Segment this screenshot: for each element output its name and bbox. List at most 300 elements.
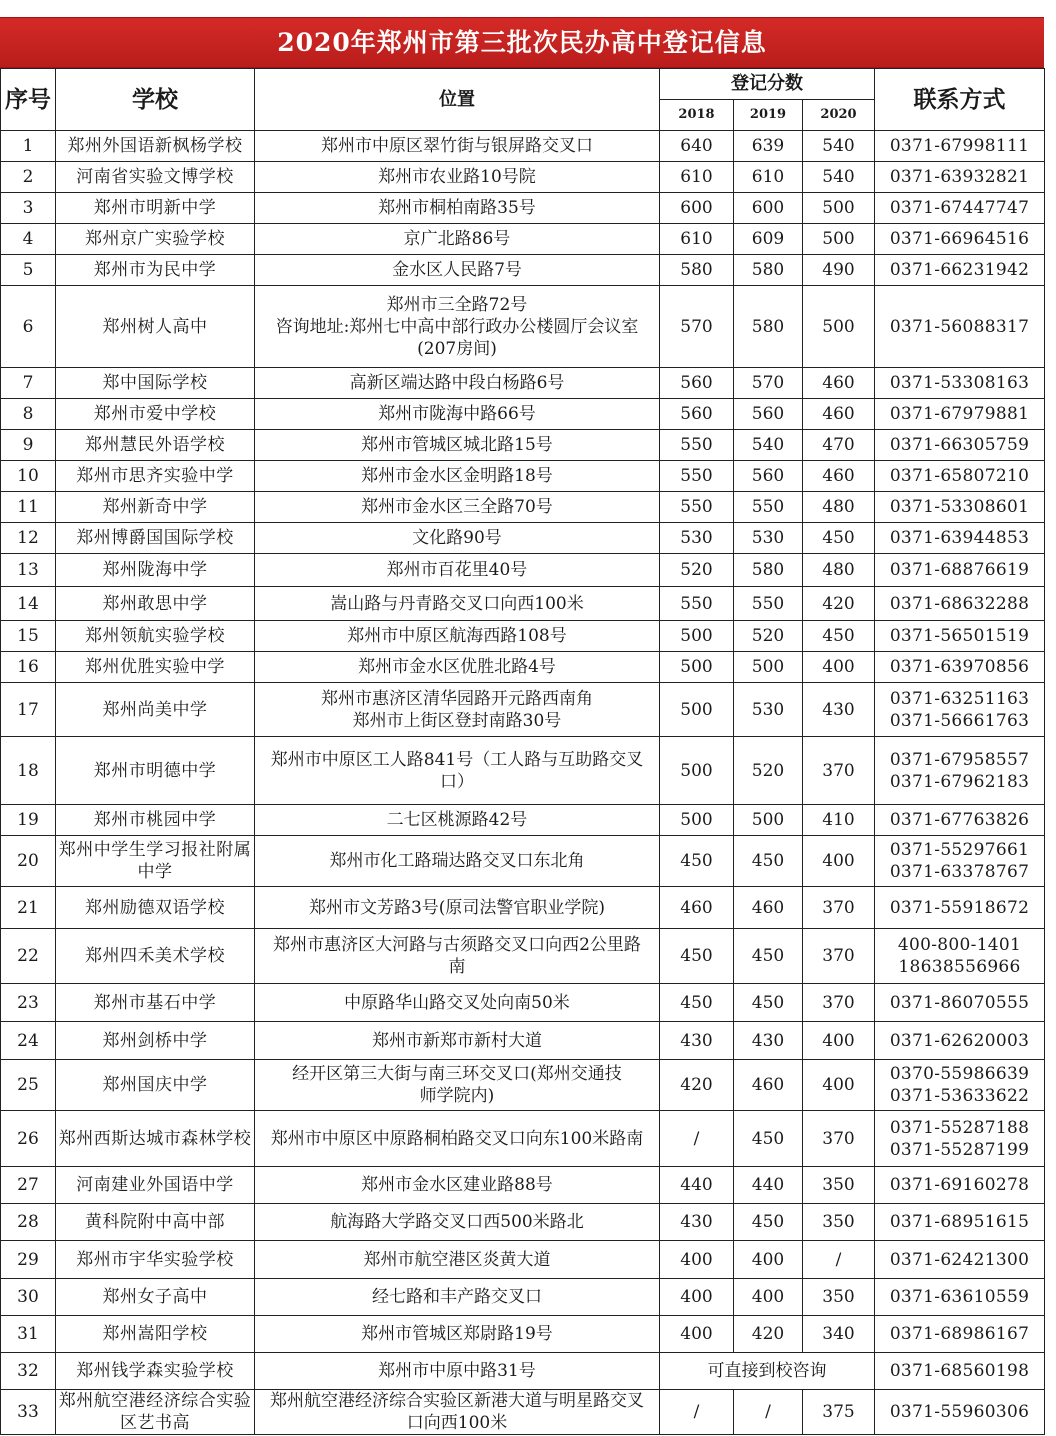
table-row [1,1022,1045,1060]
row-score-2020: / [803,1241,875,1279]
row-score-2018: 450 [660,984,734,1022]
phone-number: 0371-67979881 [889,404,1030,424]
row-contact [875,683,1045,737]
row-location [255,1022,660,1060]
row-school: 郑州西斯达城市森林学校 [56,1111,255,1167]
location-line: 口向西100米 [406,1413,508,1433]
row-location [255,1316,660,1353]
row-score-2018: 610 [660,224,734,255]
row-seq: 32 [1,1353,56,1390]
row-score-2018: / [660,1390,734,1435]
row-score-2020: 420 [803,587,875,621]
location-line: 郑州市农业路10号院 [378,167,536,187]
row-location [255,929,660,984]
row-score-2020: 410 [803,805,875,836]
row-score-2018: 640 [660,131,734,162]
row-score-2019: 530 [734,523,803,554]
location-line: 郑州市中原区航海西路108号 [347,626,567,646]
row-score-2019: 560 [734,399,803,430]
row-school: 郑州敢思中学 [56,587,255,621]
phone-number: 0371-68560198 [889,1361,1030,1381]
location-line: 郑州市惠济区大河路与古须路交叉口向西2公里路 [273,935,641,955]
row-score-2020: 460 [803,399,875,430]
row-score-2019: 400 [734,1241,803,1279]
table-row [1,836,1045,887]
row-contact [875,461,1045,492]
location-line: 口） [440,771,474,792]
row-score-2019: 460 [734,1060,803,1111]
phone-number: 0371-56661763 [889,710,1030,731]
phone-number: 0371-63251163 [889,688,1030,709]
row-score-2020: 450 [803,523,875,554]
row-contact [875,1111,1045,1167]
row-school: 郑州市为民中学 [56,255,255,286]
phone-number: 0371-67447747 [889,198,1030,218]
row-score-2018: 550 [660,461,734,492]
phone-number: 0371-67962183 [889,771,1030,792]
location-line: 郑州市管城区城北路15号 [361,435,553,455]
phone-number: 0371-68986167 [889,1324,1030,1344]
row-score-2018: 560 [660,399,734,430]
row-seq: 16 [1,652,56,683]
row-score-2019: 580 [734,286,803,368]
row-contact [875,193,1045,224]
row-school: 郑州航空港经济综合实验区艺书高 [56,1390,255,1435]
row-score-2018: 430 [660,1022,734,1060]
row-score-2019: 500 [734,805,803,836]
row-school: 郑州励德双语学校 [56,887,255,929]
location-line: 师学院内) [419,1086,495,1106]
row-seq: 3 [1,193,56,224]
row-score-2019: 500 [734,652,803,683]
row-score-2020: 500 [803,286,875,368]
row-seq: 5 [1,255,56,286]
row-seq: 2 [1,162,56,193]
header-scores: 登记分数 [660,69,875,100]
location-line: 咨询地址:郑州七中高中部行政办公楼圆厅会议室 [275,316,639,337]
row-score-2018: 520 [660,554,734,587]
row-score-2018: 550 [660,492,734,523]
row-score-2019: 520 [734,737,803,805]
row-score-2018: 550 [660,587,734,621]
row-contact [875,621,1045,652]
row-location [255,286,660,368]
phone-number: 0371-63932821 [889,167,1030,187]
row-location [255,368,660,399]
registration-table [0,68,1045,1435]
location-line: 郑州市文芳路3号(原司法警官职业学院) [308,897,606,918]
table-row [1,652,1045,683]
row-location [255,162,660,193]
row-location [255,1060,660,1111]
row-score-2018: 580 [660,255,734,286]
row-school: 郑州尚美中学 [56,683,255,737]
row-seq: 30 [1,1279,56,1316]
row-school: 郑州中学生学习报社附属中学 [56,836,255,887]
row-school: 郑州树人高中 [56,286,255,368]
row-score-2018: 500 [660,805,734,836]
phone-number: 0371-53308163 [889,373,1030,393]
row-location [255,193,660,224]
row-contact [875,554,1045,587]
row-school: 河南省实验文博学校 [56,162,255,193]
row-seq: 33 [1,1390,56,1435]
row-score-2018: 500 [660,683,734,737]
phone-number: 400-800-1401 [897,935,1022,955]
row-seq: 6 [1,286,56,368]
row-score-2020: 470 [803,430,875,461]
location-line: 郑州市惠济区清华园路开元路西南角 [321,688,593,709]
table-row [1,224,1045,255]
row-seq: 9 [1,430,56,461]
table-row [1,929,1045,984]
row-location [255,131,660,162]
row-school: 郑州女子高中 [56,1279,255,1316]
table-row [1,554,1045,587]
row-score-2020: 400 [803,1060,875,1111]
row-contact [875,1022,1045,1060]
row-score-2019: 450 [734,836,803,887]
phone-number: 0371-55287188 [889,1117,1030,1138]
row-school: 郑州博爵国国际学校 [56,523,255,554]
header-seq: 序号 [1,69,56,131]
row-contact [875,131,1045,162]
row-school: 郑州市宇华实验学校 [56,1241,255,1279]
row-school: 郑州市明德中学 [56,737,255,805]
row-location [255,1111,660,1167]
row-contact [875,286,1045,368]
location-line: 郑州航空港经济综合实验区新港大道与明星路交叉 [270,1391,644,1411]
row-score-2018: 430 [660,1204,734,1241]
row-score-2018: 550 [660,430,734,461]
row-score-2018: 560 [660,368,734,399]
row-seq: 28 [1,1204,56,1241]
row-contact [875,523,1045,554]
phone-number: 0371-56088317 [889,316,1030,337]
row-score-2019: 400 [734,1279,803,1316]
table-row [1,461,1045,492]
row-contact [875,1167,1045,1204]
row-score-2019: / [734,1390,803,1435]
row-seq: 13 [1,554,56,587]
table-row [1,430,1045,461]
row-school: 郑州国庆中学 [56,1060,255,1111]
table-row [1,805,1045,836]
phone-number: 0371-62620003 [889,1030,1030,1051]
row-score-2020: 460 [803,461,875,492]
row-location [255,887,660,929]
location-line: 京广北路86号 [403,229,511,249]
row-contact [875,1279,1045,1316]
location-line: 经七路和丰产路交叉口 [372,1287,542,1307]
location-line: 郑州市陇海中路66号 [378,404,536,424]
row-score-2019: 450 [734,1204,803,1241]
phone-number: 0371-55287199 [889,1139,1030,1160]
phone-number: 0371-62421300 [889,1249,1030,1270]
table-row [1,399,1045,430]
row-score-2020: 400 [803,652,875,683]
row-score-2018: 400 [660,1316,734,1353]
row-score-2018: / [660,1111,734,1167]
row-score-2018: 420 [660,1060,734,1111]
row-score-2020: 400 [803,1022,875,1060]
row-location [255,836,660,887]
header-school: 学校 [56,69,255,131]
row-score-2019: 600 [734,193,803,224]
row-location [255,1353,660,1390]
phone-number: 0371-55960306 [889,1402,1030,1422]
row-score-2019: 520 [734,621,803,652]
row-score-2019: 639 [734,131,803,162]
row-score-2018: 500 [660,652,734,683]
row-seq: 25 [1,1060,56,1111]
row-seq: 7 [1,368,56,399]
row-score-2020: 450 [803,621,875,652]
phone-number: 0371-53633622 [889,1086,1030,1106]
row-location [255,683,660,737]
row-score-2020: 480 [803,554,875,587]
row-score-2020: 370 [803,887,875,929]
row-score-2020: 500 [803,224,875,255]
row-score-2019: 450 [734,929,803,984]
row-contact [875,929,1045,984]
table-row [1,683,1045,737]
row-seq: 4 [1,224,56,255]
table-title: 2020年郑州市第三批次民办高中登记信息 [0,17,1044,68]
location-line: 郑州市金水区三全路70号 [361,497,553,517]
row-score-2019: 570 [734,368,803,399]
location-line: 金水区人民路7号 [392,260,522,280]
row-location [255,805,660,836]
row-contact [875,805,1045,836]
row-score-2018: 450 [660,929,734,984]
row-score-2020: 490 [803,255,875,286]
table-row [1,1316,1045,1353]
table-row [1,286,1045,368]
phone-number: 0371-63944853 [889,528,1030,548]
table-row [1,621,1045,652]
row-seq: 24 [1,1022,56,1060]
row-location [255,984,660,1022]
row-location [255,1167,660,1204]
row-score-2020: 370 [803,737,875,805]
row-score-2020: 370 [803,984,875,1022]
row-seq: 17 [1,683,56,737]
row-contact [875,1316,1045,1353]
phone-number: 0371-55918672 [889,897,1030,918]
row-contact [875,587,1045,621]
row-school: 郑州剑桥中学 [56,1022,255,1060]
row-seq: 1 [1,131,56,162]
row-location [255,430,660,461]
location-line: 郑州市中原区工人路841号（工人路与互助路交叉 [270,749,644,770]
row-score-2019: 540 [734,430,803,461]
row-seq: 10 [1,461,56,492]
row-location [255,1241,660,1279]
phone-number: 0371-68951615 [889,1212,1030,1232]
location-line: 郑州市中原中路31号 [378,1361,536,1381]
row-score-2019: 550 [734,587,803,621]
table-row [1,1241,1045,1279]
row-contact [875,255,1045,286]
row-seq: 12 [1,523,56,554]
table-row [1,1353,1045,1390]
location-line: 郑州市金水区优胜北路4号 [358,657,556,677]
row-contact [875,430,1045,461]
location-line: 郑州市百花里40号 [386,560,528,580]
row-score-2019: 460 [734,887,803,929]
row-school: 郑州领航实验学校 [56,621,255,652]
row-seq: 8 [1,399,56,430]
row-score-2020: 370 [803,1111,875,1167]
row-contact [875,887,1045,929]
table-row [1,1167,1045,1204]
row-score-2019: 420 [734,1316,803,1353]
row-seq: 26 [1,1111,56,1167]
row-seq: 21 [1,887,56,929]
row-school: 郑州市思齐实验中学 [56,461,255,492]
location-line: 文化路90号 [412,528,502,548]
row-school: 郑州新奇中学 [56,492,255,523]
header-year-2020: 2020 [803,100,875,131]
row-score-2019: 560 [734,461,803,492]
table-row [1,1060,1045,1111]
row-location [255,1279,660,1316]
row-school: 郑州钱学森实验学校 [56,1353,255,1390]
row-score-2020: 370 [803,929,875,984]
header-year-2019: 2019 [734,100,803,131]
location-line: 郑州市中原区中原路桐柏路交叉口向东100米路南 [270,1128,644,1149]
table-body [1,131,1045,1435]
location-line: 郑州市上街区登封南路30号 [352,710,562,731]
phone-number: 0371-56501519 [889,626,1030,646]
row-school: 郑州市桃园中学 [56,805,255,836]
location-line: 郑州市中原区翠竹街与银屏路交叉口 [321,136,593,156]
table-row [1,984,1045,1022]
table-row [1,587,1045,621]
row-score-2018: 400 [660,1241,734,1279]
row-location [255,255,660,286]
row-score-2020: 460 [803,368,875,399]
row-score-2020: 350 [803,1204,875,1241]
phone-number: 0371-68632288 [889,593,1030,614]
row-score-2018: 600 [660,193,734,224]
table-row [1,368,1045,399]
phone-number: 0371-66305759 [889,435,1030,455]
row-score-2020: 430 [803,683,875,737]
row-score-2018: 500 [660,737,734,805]
row-seq: 18 [1,737,56,805]
row-school: 郑州市爱中学校 [56,399,255,430]
row-school: 郑州市明新中学 [56,193,255,224]
phone-number: 0371-63970856 [889,657,1030,677]
table-row [1,492,1045,523]
phone-number: 0371-68876619 [889,560,1030,580]
location-line: 嵩山路与丹青路交叉口向西100米 [330,593,584,614]
table-row [1,1204,1045,1241]
location-line: 郑州市金水区建业路88号 [361,1175,553,1195]
row-score-2019: 610 [734,162,803,193]
row-score-2019: 580 [734,255,803,286]
row-score-2018: 460 [660,887,734,929]
row-score-2019: 430 [734,1022,803,1060]
location-line: 郑州市三全路72号 [386,294,528,315]
row-score-2018: 530 [660,523,734,554]
row-location [255,737,660,805]
row-seq: 23 [1,984,56,1022]
row-contact [875,737,1045,805]
row-seq: 14 [1,587,56,621]
row-score-2019: 530 [734,683,803,737]
row-score-2020: 350 [803,1167,875,1204]
phone-number: 0371-86070555 [889,992,1030,1013]
table-row [1,131,1045,162]
row-contact [875,1353,1045,1390]
phone-number: 0371-69160278 [889,1175,1030,1195]
table-row [1,887,1045,929]
table-row [1,737,1045,805]
location-line: 经开区第三大街与南三环交叉口(郑州交通技 [292,1064,622,1084]
row-score-2020: 500 [803,193,875,224]
row-location [255,1390,660,1435]
row-score-2018: 440 [660,1167,734,1204]
row-contact [875,836,1045,887]
table-row [1,1279,1045,1316]
row-contact [875,224,1045,255]
header-location: 位置 [255,69,660,131]
row-score-2018: 570 [660,286,734,368]
row-score-2020: 540 [803,131,875,162]
row-score-2018: 400 [660,1279,734,1316]
header-year-2018: 2018 [660,100,734,131]
phone-number: 0370-55986639 [889,1064,1030,1084]
row-location [255,224,660,255]
row-school: 郑州陇海中学 [56,554,255,587]
table-row [1,523,1045,554]
row-location [255,554,660,587]
row-score-merged: 可直接到校咨询 [660,1353,875,1390]
location-line: 高新区端达路中段白杨路6号 [349,373,565,393]
row-score-2019: 550 [734,492,803,523]
row-school: 郑州慧民外语学校 [56,430,255,461]
row-contact [875,492,1045,523]
row-school: 河南建业外国语中学 [56,1167,255,1204]
row-school: 郑州京广实验学校 [56,224,255,255]
location-line: 二七区桃源路42号 [386,810,528,830]
phone-number: 0371-67958557 [889,749,1030,770]
row-school: 郑州优胜实验中学 [56,652,255,683]
location-line: 郑州市金水区金明路18号 [361,466,553,486]
row-contact [875,1390,1045,1435]
location-line: 航海路大学路交叉口西500米路北 [330,1212,584,1232]
row-score-2019: 609 [734,224,803,255]
table-row [1,1111,1045,1167]
row-seq: 19 [1,805,56,836]
row-score-2019: 440 [734,1167,803,1204]
phone-number: 0371-66964516 [889,229,1030,249]
header-contact: 联系方式 [875,69,1045,131]
row-school: 黄科院附中高中部 [56,1204,255,1241]
row-contact [875,1060,1045,1111]
phone-number: 0371-65807210 [889,466,1030,486]
row-school: 郑州嵩阳学校 [56,1316,255,1353]
location-line: 郑州市桐柏南路35号 [378,198,536,218]
location-line: 郑州市化工路瑞达路交叉口东北角 [329,851,585,871]
row-location [255,461,660,492]
row-seq: 22 [1,929,56,984]
row-contact [875,1204,1045,1241]
phone-number: 18638556966 [898,957,1021,977]
